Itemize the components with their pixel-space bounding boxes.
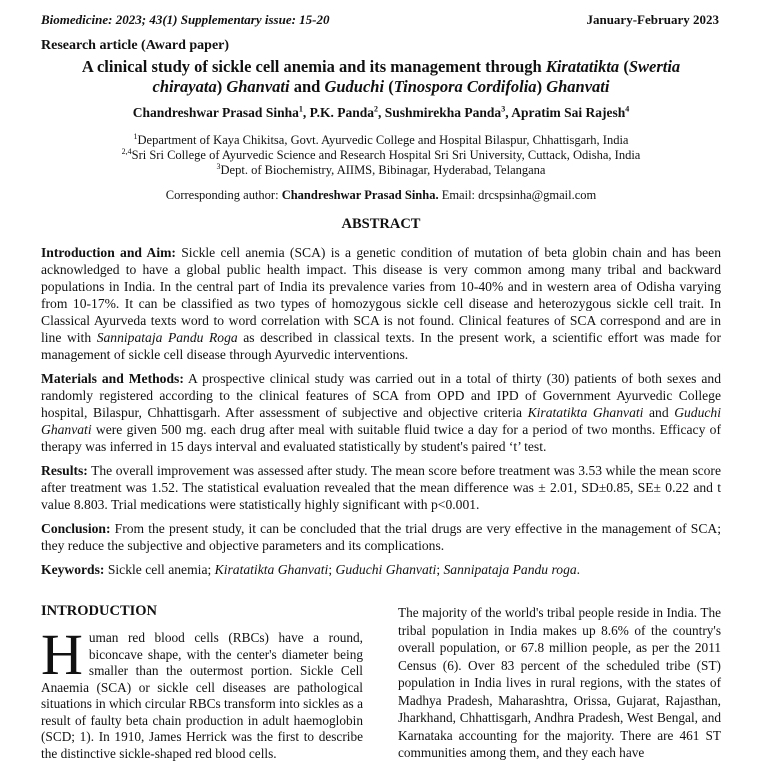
abstract-results: Results: The overall improvement was assessed after study. The mean score before treatment was 3.53 while the mean score after treatment was 1.52. The statistical evaluation revealed that the mean difference was ± 2.01, SD±0.85, SE± 0.22 and t value 8.803. Trial medications were statistically highly significant with p<0.001. <box>41 463 721 512</box>
drop-cap: H <box>41 622 83 687</box>
abstract-conclusion: Conclusion: From the present study, it can be concluded that the trial drugs are very effective in the management of SCA; they reduce the subjective and objective parameters and its complications. <box>41 521 721 553</box>
author: Apratim Sai Rajesh <box>511 105 626 120</box>
corresponding-name: Chandreshwar Prasad Sinha. <box>281 188 439 202</box>
author-list: Chandreshwar Prasad Sinha$^1$, P.K. Panda$^2$, Sushmirekha Panda$^3$, Apratim Sai Rajesh$^4$ <box>132 104 630 120</box>
author: P.K. Panda <box>309 105 375 120</box>
affiliation: $^{2,4}$Sri Sri College of Ayurvedic Science and Research Hospital Sri Sri University, Cuttack, Odisha, India <box>121 146 641 162</box>
abstract-heading: ABSTRACT <box>341 216 421 232</box>
author: Sushmirekha Panda <box>384 105 502 120</box>
article-title: A clinical study of sickle cell anemia and its management through Kiratatikta (Swertia chirayata) Ghanvati and Guduchi (Tinospora Cordifolia) Ghanvati <box>81 57 681 96</box>
journal-citation: Biomedicine: 2023; 43(1) Supplementary issue: 15-20 <box>41 12 330 27</box>
author-email[interactable]: drcspsinha@gmail.com <box>478 188 597 202</box>
abstract-body <box>41 244 721 585</box>
corresponding-author: Corresponding author: Chandreshwar Prasad Sinha. Email: drcspsinha@gmail.com <box>165 188 597 202</box>
introduction-heading: INTRODUCTION <box>41 603 158 619</box>
introduction-right-column: The majority of the world's tribal people reside in India. The tribal population in India makes up 8.6% of the country's overall population, or 67.8 million people, as per the 2011 Census (6). Over 83 percent of the scheduled tribe (ST) population in India lives in rural regions, with the states of Madhya Pradesh, Maharashtra, Orissa, Gujarat, Rajasthan, Jharkhand, Chhattisgarh, Andhra Pradesh, West Bengal, and Karnataka accounting for the majority. There are 461 ST communities among them, and they each have <box>398 605 721 760</box>
article-type: Research article (Award paper) <box>41 38 230 53</box>
introduction-left-column: Human red blood cells (RBCs) have a round, biconcave shape, with the center's diameter being smaller than the outermost portion. Sickle Cell Anaemia (SCA) or sickle cell diseases are pathological situations in which circular RBCs transform into sickles as a result of faulty beta chain production in adult haemoglobin (SCD; 1). In 1910, James Herrick was the first to describe the distinctive sickle-shaped red blood cells. <box>41 622 363 761</box>
affiliations <box>0 133 762 178</box>
issue-date: January-February 2023 <box>586 12 719 27</box>
author: Chandreshwar Prasad Sinha <box>132 105 299 120</box>
keywords: Keywords: Sickle cell anemia; Kiratatikta Ghanvati; Guduchi Ghanvati; Sannipataja Pandu roga. <box>41 562 581 577</box>
affiliation: $^3$Dept. of Biochemistry, AIIMS, Bibinagar, Hyderabad, Telangana <box>216 161 546 177</box>
affiliation: $^1$Department of Kaya Chikitsa, Govt. Ayurvedic College and Hospital Bilaspur, Chhattisgarh, India <box>133 131 629 147</box>
abstract-introduction: Introduction and Aim: Sickle cell anemia (SCA) is a genetic condition of mutation of beta globin chain and has been acknowledged to have a global public health impact. This disease is very common among many tribal and backward populations in India. In the central part of India its prevalence varies from 10-40% and in western area of Odisha varying from 10-17%. It can be classified as two types of homozygous sickle cell disease and heterozygous sickle cell trait. In Classical Ayurveda texts word to word correlation with SCA is not found. Clinical features of SCA correspond and are in line with Sannipataja Pandu Roga as described in classical texts. In the present work, a scientific effort was made for management of sickle cell disease through Ayurvedic interventions. <box>41 245 721 362</box>
abstract-methods: Materials and Methods: A prospective clinical study was carried out in a total of thirty (30) patients of both sexes and randomly registered according to the clinical features of SCA from OPD and IPD of Government Ayurvedic College hospital, Bilaspur, Chhattisgarh. After assessment of subjective and objective criteria Kiratatikta Ghanvati and Guduchi Ghanvati were given 500 mg. each drug after meal with suitable fluid twice a day for a period of two months. Efficacy of therapy was inferred in 15 days interval and evaluated statistically by student's paired ‘t’ test. <box>41 371 722 454</box>
